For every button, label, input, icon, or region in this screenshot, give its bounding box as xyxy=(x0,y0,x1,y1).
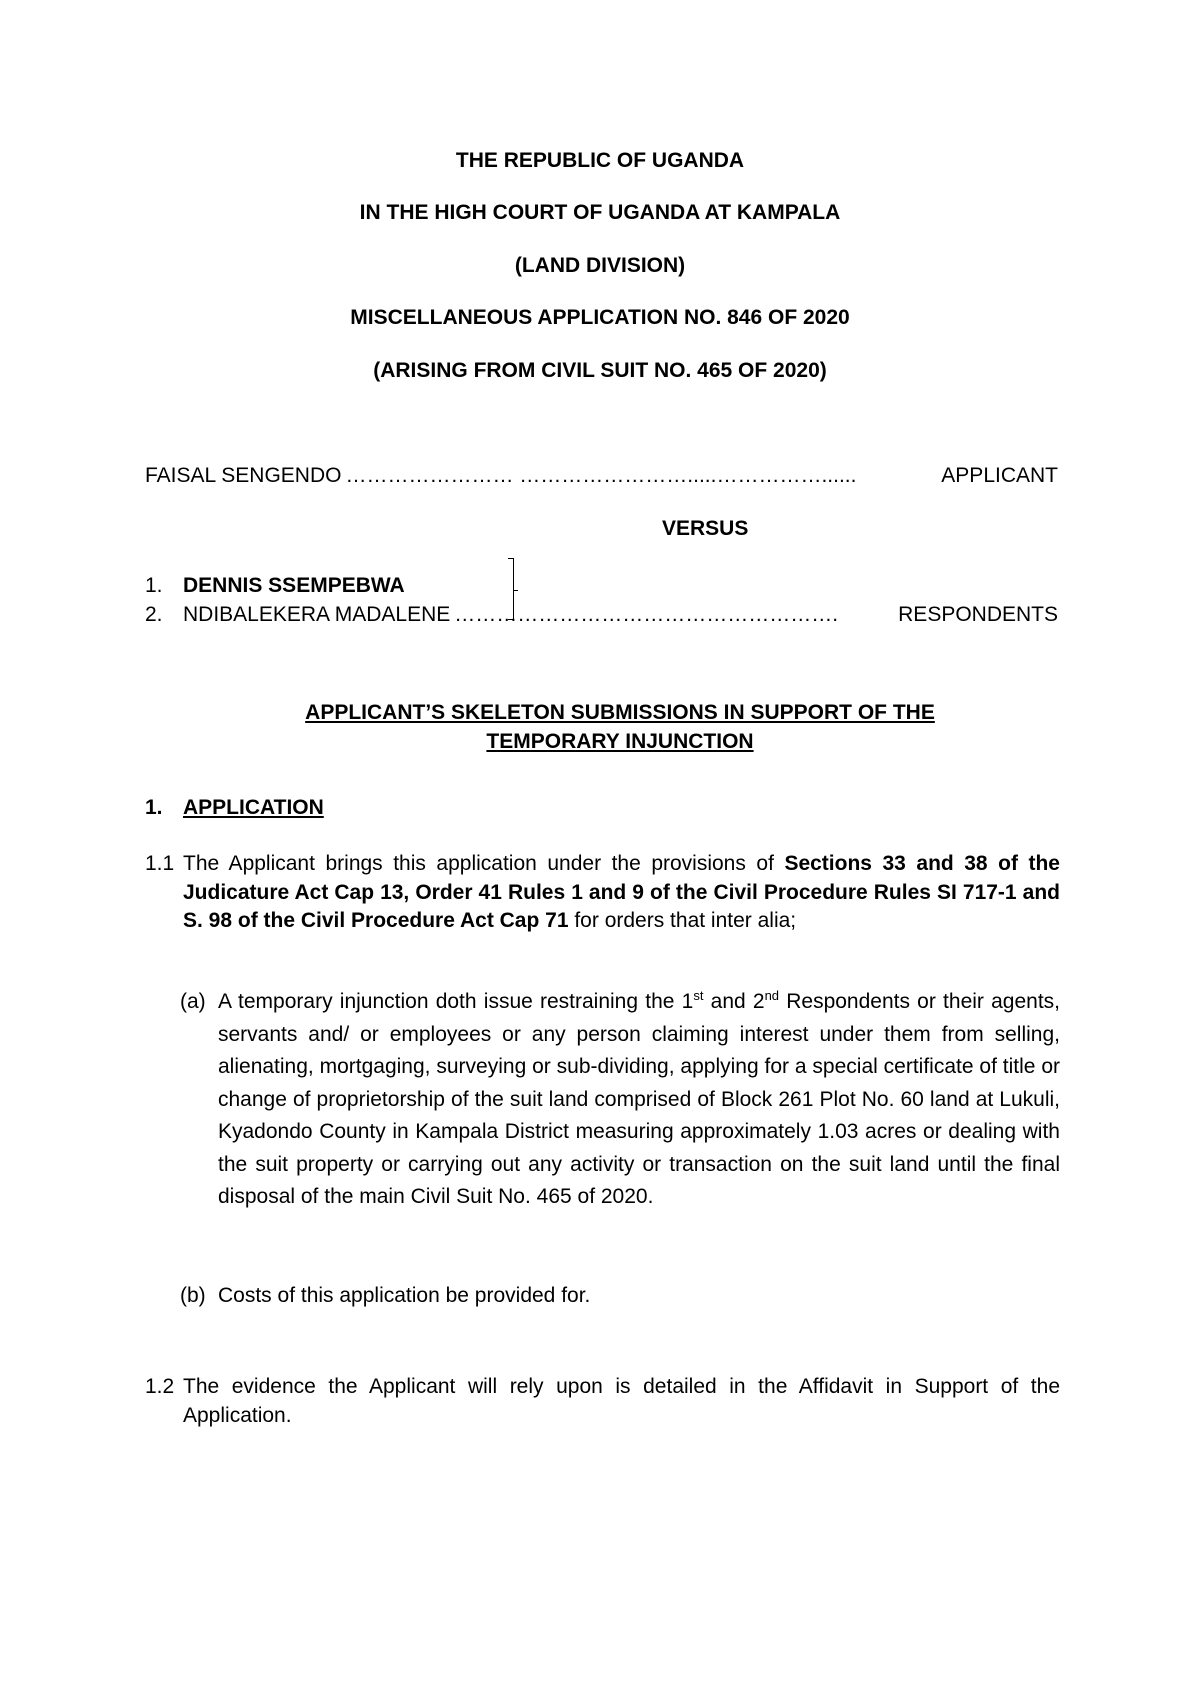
paragraph-1-1-number: 1.1 xyxy=(145,852,175,875)
respondent-2-name: NDIBALEKERA MADALENE xyxy=(183,603,451,626)
header-arising-from: (ARISING FROM CIVIL SUIT NO. 465 OF 2020) xyxy=(373,359,827,382)
respondent-2-number: 2. xyxy=(145,603,163,626)
submission-title-line2: TEMPORARY INJUNCTION xyxy=(486,730,754,753)
section-1-heading xyxy=(145,792,324,824)
applicant-dots: …………………… …………………….....……………...... xyxy=(345,464,857,487)
respondent-2-dots: ………………………………………………. xyxy=(454,603,839,626)
header-division: (LAND DIVISION) xyxy=(514,254,686,277)
section-1-title: APPLICATION xyxy=(183,796,324,819)
submission-title-line1: APPLICANT’S SKELETON SUBMISSIONS IN SUPPORT OF THE xyxy=(305,701,935,724)
paragraph-1-2-body: The evidence the Applicant will rely upon is detailed in the Affidavit in Support of the Application. xyxy=(183,1375,1060,1427)
paragraph-1-1-body: The Applicant brings this application under the provisions of Sections 33 and 38 of the Judicature Act Cap 13, Order 41 Rules 1 and 9 of the Civil Procedure Rules SI 717-1 and S. 98 of the Civil Procedure Act Cap 71 for orders that inter alia; xyxy=(183,852,1060,932)
respondent-1-row xyxy=(145,570,1058,602)
respondent-2-row xyxy=(145,599,1058,631)
respondents-role: RESPONDENTS xyxy=(898,603,1058,626)
respondent-1-name: DENNIS SSEMPEBWA xyxy=(183,574,405,597)
statutory-provisions: Sections 33 and 38 of the Judicature Act Cap 13, Order 41 Rules 1 and 9 of the Civil Procedure Rules SI 717-1 and S. 98 of the Civil Procedure Act Cap 71 xyxy=(183,852,1060,932)
header-court: IN THE HIGH COURT OF UGANDA AT KAMPALA xyxy=(359,201,841,224)
respondent-1-number: 1. xyxy=(145,574,163,597)
order-b xyxy=(180,1280,1060,1313)
paragraph-1-2-number: 1.2 xyxy=(145,1375,175,1398)
header-republic: THE REPUBLIC OF UGANDA xyxy=(455,149,745,172)
versus-label: VERSUS xyxy=(662,517,749,540)
paragraph-1-1 xyxy=(145,850,1060,936)
order-a-body: A temporary injunction doth issue restraining the 1st and 2nd Respondents or their agents, servants and/ or employees or any person claiming interest under them from selling, alienating, mortgaging, surveying or sub-dividing, applying for a special certificate of title or change of proprietorship of the suit land comprised of Block 261 Plot No. 60 land at Lukuli, Kyadondo County in Kampala District measuring approximately 1.03 acres or dealing with the suit property or carrying out any activity or transaction on the suit land until the final disposal of the main Civil Suit No. 465 of 2020. xyxy=(218,988,1060,1208)
order-b-label: (b) xyxy=(180,1284,206,1307)
respondents-bracket xyxy=(513,558,514,619)
respondents-bracket-mid xyxy=(513,590,518,591)
order-b-body: Costs of this application be provided for. xyxy=(218,1284,591,1307)
applicant-row xyxy=(145,460,1058,492)
section-1-number: 1. xyxy=(145,796,163,819)
order-a xyxy=(180,986,1060,1214)
header-application-no: MISCELLANEOUS APPLICATION NO. 846 OF 2020 xyxy=(350,306,850,329)
paragraph-1-2 xyxy=(145,1372,1060,1430)
applicant-name: FAISAL SENGENDO xyxy=(145,464,342,487)
respondents-bracket-bottom xyxy=(508,619,514,620)
order-a-label: (a) xyxy=(180,990,206,1013)
applicant-role: APPLICANT xyxy=(941,464,1058,487)
